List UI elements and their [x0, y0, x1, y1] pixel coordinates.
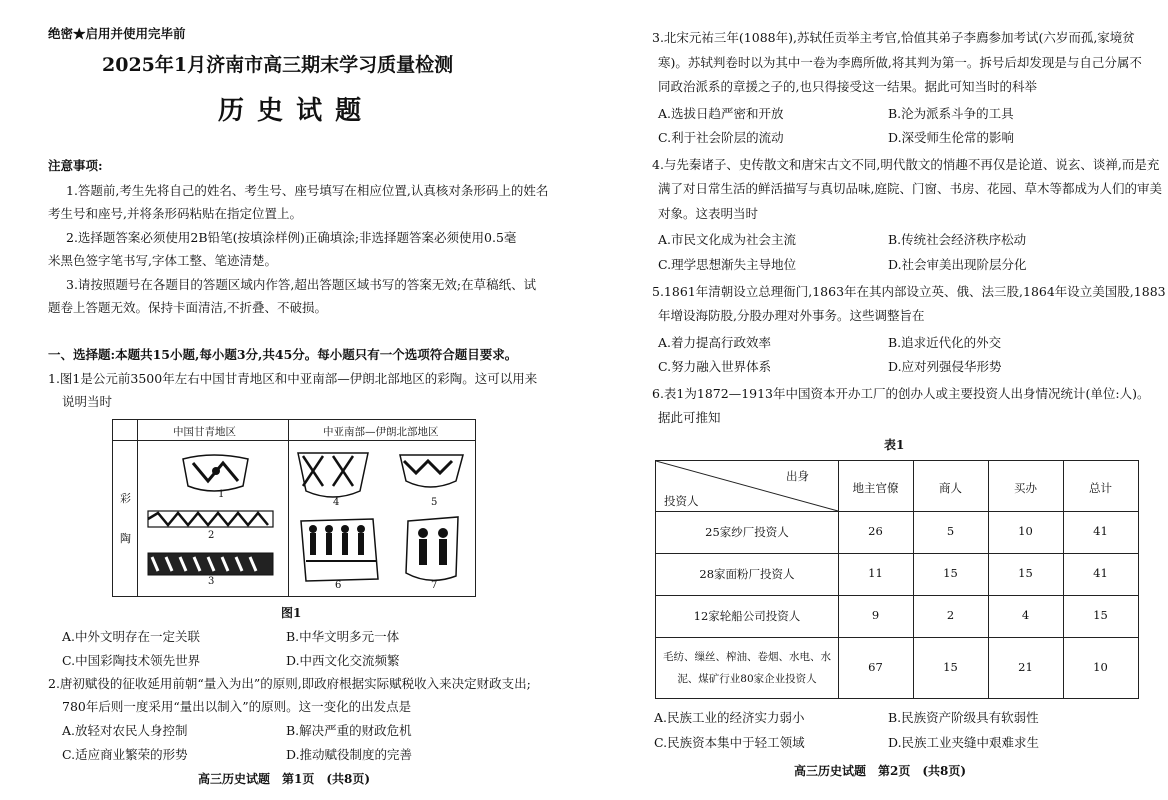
- pottery-2-icon: [148, 511, 273, 527]
- q1-option-a[interactable]: A.中外文明存在一定关联: [62, 629, 201, 644]
- fig-row-cai: 彩: [120, 492, 131, 505]
- table-cell: 15: [1018, 566, 1033, 580]
- q1-option-c[interactable]: C.中国彩陶技术领先世界: [62, 653, 201, 668]
- q6-stem-a: 6.表1为1872—1913年中国资本开办工厂的创办人或主要投资人出身情况统计(单位:人)。: [652, 386, 1150, 401]
- table-cell: 4: [1021, 608, 1030, 622]
- section-heading: 一、选择题:本题共15小题,每小题3分,共45分。每小题只有一个选项符合题目要求。: [48, 347, 518, 362]
- table-cell: 10: [1018, 524, 1033, 538]
- q5-stem-b: 年增设海防股,分股办理对外事务。这些调整旨在: [658, 308, 925, 323]
- notice-2a: 2.选择题答案必须使用2B铅笔(按填涂样例)正确填涂;非选择题答案必须使用0.5毫: [66, 230, 517, 245]
- fig-num-3: 3: [208, 576, 215, 587]
- table-cell: 2: [946, 608, 955, 622]
- row-label-a: 毛纺、缫丝、榨油、卷烟、水电、水: [663, 651, 831, 663]
- q5-option-d[interactable]: D.应对列强侵华形势: [888, 359, 1002, 374]
- q2-option-a[interactable]: A.放轻对农民人身控制: [62, 723, 188, 738]
- pottery-5-icon: [400, 455, 463, 487]
- q5-stem-a: 5.1861年清朝设立总理衙门,1863年在其内部设立英、俄、法三股,1864年设立美国股,1883: [652, 284, 1166, 299]
- q6-option-b[interactable]: B.民族资产阶级具有软弱性: [888, 710, 1039, 725]
- q3-stem-a: 3.北宋元祐三年(1088年),苏轼任贡举主考官,恰值其弟子李廌参加考试(六岁而孤,家境贫: [652, 30, 1135, 45]
- corner-bottom-label: 投资人: [664, 494, 699, 508]
- table-1: [655, 460, 1139, 699]
- table-cell: 26: [868, 524, 883, 538]
- fig-num-6: 6: [335, 580, 342, 591]
- table-cell: 67: [868, 660, 883, 674]
- notice-3a: 3.请按照题号在各题目的答题区域内作答,超出答题区域书写的答案无效;在草稿纸、试: [66, 277, 537, 292]
- right-page: [584, 0, 1168, 800]
- q3-option-b[interactable]: B.沦为派系斗争的工具: [888, 106, 1014, 121]
- q4-option-c[interactable]: C.理学思想渐失主导地位: [658, 257, 797, 272]
- figure-1: [112, 419, 476, 597]
- q2-option-b[interactable]: B.解决严重的财政危机: [286, 723, 412, 738]
- fig-num-4: 4: [333, 497, 340, 508]
- q1-stem-b: 说明当时: [62, 394, 113, 409]
- table-cell: 11: [868, 566, 883, 580]
- secret-label: 绝密★启用并使用完毕前: [48, 26, 186, 41]
- table-cell: 41: [1093, 524, 1108, 538]
- pottery-7-icon: [406, 517, 458, 580]
- figure-caption: 图1: [281, 606, 302, 620]
- row-label: 12家轮船公司投资人: [693, 609, 801, 623]
- fig-col-gansu: 中国甘青地区: [173, 426, 236, 438]
- q3-option-a[interactable]: A.选拔日趋严密和开放: [658, 106, 784, 121]
- q6-stem-b: 据此可推知: [658, 410, 721, 425]
- table-cell: 15: [1093, 608, 1108, 622]
- q4-option-a[interactable]: A.市民文化成为社会主流: [658, 232, 797, 247]
- pottery-3-icon: [148, 553, 273, 575]
- row-label: 28家面粉厂投资人: [699, 567, 795, 581]
- table-cell: 10: [1093, 660, 1108, 674]
- exam-title: 2025年1月济南市高三期末学习质量检测: [102, 54, 454, 76]
- q2-stem-b: 780年后则一度采用“量出以制入”的原则。这一变化的出发点是: [62, 699, 412, 714]
- pottery-4-icon: [298, 453, 368, 497]
- q4-option-b[interactable]: B.传统社会经济秩序松动: [888, 232, 1027, 247]
- fig-num-7: 7: [431, 580, 438, 591]
- header-total: 总计: [1089, 481, 1112, 495]
- header-comprador: 买办: [1014, 481, 1037, 495]
- fig-num-2: 2: [208, 530, 215, 541]
- q3-stem-c: 同政治派系的章援之子的,也只得接受这一结果。据此可知当时的科举: [658, 79, 1037, 94]
- q2-stem-a: 2.唐初赋役的征收延用前朝“量入为出”的原则,即政府根据实际赋税收入来决定财政支出;: [48, 676, 531, 691]
- q3-stem-b: 寒)。苏轼判卷时以为其中一卷为李廌所做,将其判为第一。拆号后却发现是与自己分属不: [658, 55, 1142, 70]
- q3-option-c[interactable]: C.利于社会阶层的流动: [658, 130, 784, 145]
- q4-stem-c: 对象。这表明当时: [658, 206, 759, 221]
- notice-1a: 1.答题前,考生先将自己的姓名、考生号、座号填写在相应位置,认真核对条形码上的姓名: [66, 183, 549, 198]
- q4-stem-a: 4.与先秦诸子、史传散文和唐宋古文不同,明代散文的悄趣不再仅是论道、说玄、谈禅,而是充: [652, 157, 1160, 172]
- page-footer-1: 高三历史试题 第1页 (共8页): [198, 772, 371, 786]
- q2-option-c[interactable]: C.适应商业繁荣的形势: [62, 747, 188, 762]
- table-title: 表1: [884, 438, 905, 452]
- fig-num-5: 5: [431, 497, 438, 508]
- page-footer-2: 高三历史试题 第2页 (共8页): [794, 764, 967, 778]
- fig-row-tao: 陶: [120, 532, 131, 545]
- table-cell: 9: [871, 608, 880, 622]
- notice-heading: 注意事项:: [48, 158, 103, 173]
- fig-col-iran: 中亚南部—伊朗北部地区: [323, 426, 439, 438]
- notice-2b: 米黑色签字笔书写,字体工整、笔迹清楚。: [48, 253, 277, 268]
- q1-option-b[interactable]: B.中华文明多元一体: [286, 629, 400, 644]
- table-cell: 15: [943, 660, 958, 674]
- fig-num-1: 1: [218, 489, 225, 500]
- pottery-1-icon: [183, 455, 248, 491]
- table-cell: 21: [1018, 660, 1033, 674]
- q4-stem-b: 满了对日常生活的鲜活描写与真切品味,庭院、门窗、书房、花园、草木等都成为人们的审美: [658, 181, 1162, 196]
- corner-top-label: 出身: [786, 469, 809, 483]
- q5-option-b[interactable]: B.追求近代化的外交: [888, 335, 1002, 350]
- table-cell: 15: [943, 566, 958, 580]
- row-label-b: 泥、煤矿行业80家企业投资人: [677, 673, 817, 685]
- q6-option-c[interactable]: C.民族资本集中于轻工领域: [654, 735, 805, 750]
- q6-option-a[interactable]: A.民族工业的经济实力弱小: [654, 710, 805, 725]
- q5-option-c[interactable]: C.努力融入世界体系: [658, 359, 772, 374]
- q1-stem-a: 1.图1是公元前3500年左右中国甘青地区和中亚南部—伊朗北部地区的彩陶。这可以用来: [48, 371, 538, 386]
- row-label: 25家纱厂投资人: [705, 525, 789, 539]
- table-cell: 5: [946, 524, 955, 538]
- table-cell: 41: [1093, 566, 1108, 580]
- q3-option-d[interactable]: D.深受师生伦常的影响: [888, 130, 1015, 145]
- q5-option-a[interactable]: A.着力提高行政效率: [658, 335, 772, 350]
- q1-option-d[interactable]: D.中西文化交流频繁: [286, 653, 400, 668]
- notice-3b: 题卷上答题无效。保持卡面清洁,不折叠、不破损。: [48, 300, 327, 315]
- q2-option-d[interactable]: D.推动赋役制度的完善: [286, 747, 413, 762]
- pottery-illustrations: [138, 441, 474, 595]
- subject-title: 历 史 试 题: [218, 96, 364, 126]
- pottery-6-icon: [301, 519, 378, 581]
- notice-1b: 考生号和座号,并将条形码粘贴在指定位置上。: [48, 206, 302, 221]
- q4-option-d[interactable]: D.社会审美出现阶层分化: [888, 257, 1027, 272]
- q6-option-d[interactable]: D.民族工业夹缝中艰难求生: [888, 735, 1040, 750]
- header-landlord: 地主官僚: [852, 481, 899, 495]
- header-merchant: 商人: [939, 481, 962, 495]
